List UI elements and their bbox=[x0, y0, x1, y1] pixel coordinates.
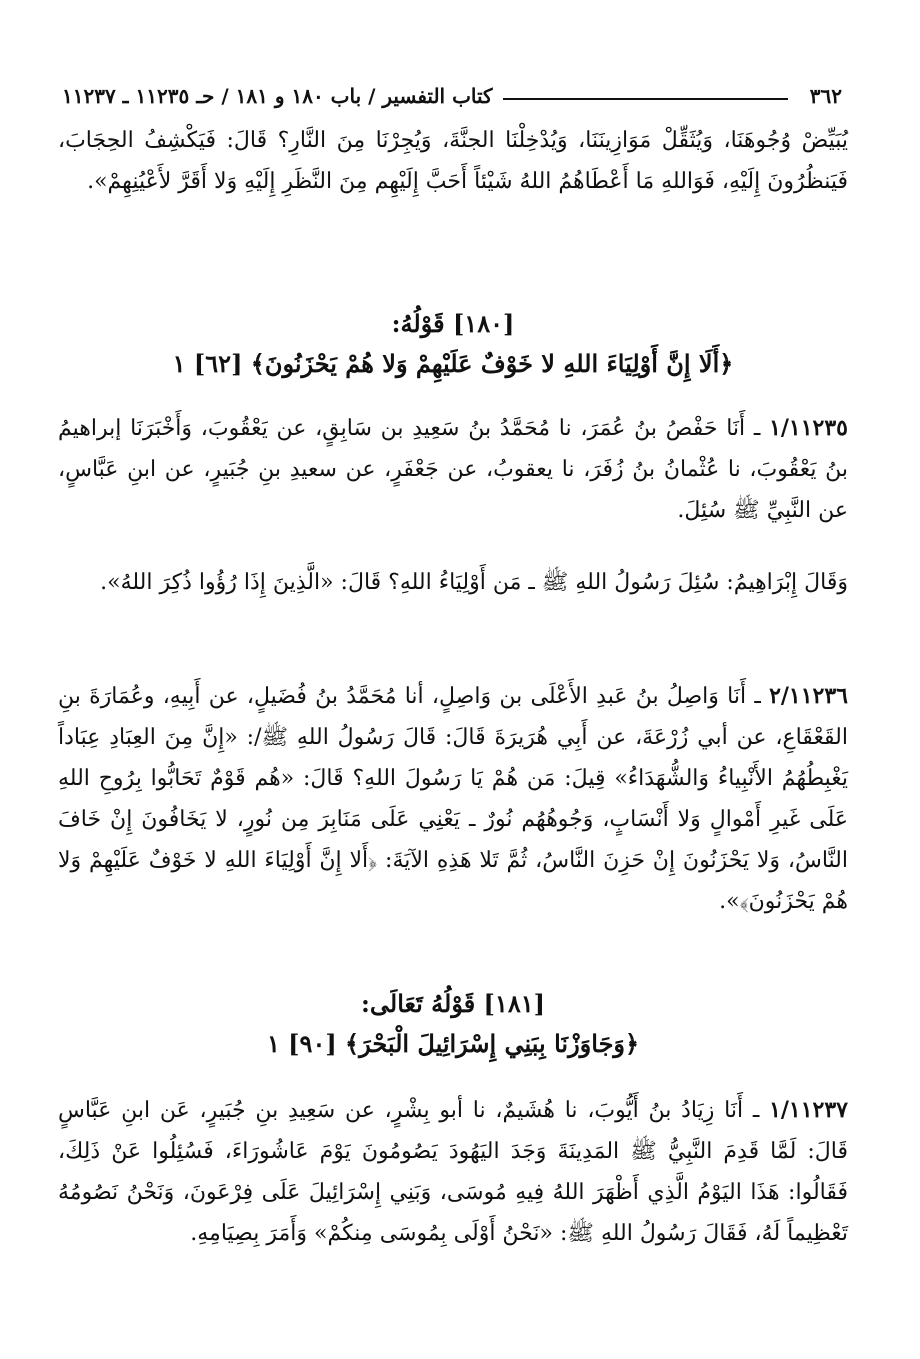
section-heading-181 bbox=[58, 984, 848, 1064]
hadith-paragraph-11236 bbox=[58, 676, 848, 922]
section-heading-180 bbox=[58, 304, 848, 384]
hadith-paragraph-11235 bbox=[58, 408, 848, 531]
hadith-block-11235 bbox=[58, 408, 848, 531]
hadith-paragraph-11237 bbox=[58, 1090, 848, 1254]
hadith-number-11237: ١/١١٢٣٧ bbox=[769, 1097, 848, 1123]
intro-paragraph-block bbox=[58, 120, 848, 202]
running-title: كتاب التفسير / باب ١٨٠ و ١٨١ / حـ ١١٢٣٥ ـ ١١٢٣٧ bbox=[62, 84, 493, 108]
quran-verse-181: ﴿وَجَاوَزْنَا بِبَنِي إِسْرَائِيلَ الْبَحْرَ﴾ [٩٠] ١ bbox=[266, 1029, 640, 1058]
hadith-text-11236: ـ أَنَا وَاصِلُ بنُ عَبدِ الأَعْلَى بن وَاصِلٍ، أنا مُحَمَّدُ بنُ فُضَيلٍ، عن أَبِيهِ، وعُمَارَةَ بنِ القَعْقَاعِ، عن أبي زُرْعَةَ، عن أَبِي هُرَيرَةَ قَالَ: قَالَ رَسُولُ اللهِ ﷺ/: «إِنَّ مِنَ العِبَادِ عِبَاداً يَغْبِطُهُمُ الأَنْبِياءُ وَالشُّهَدَاءُ» قِيلَ: مَن هُمْ يَا رَسُولَ اللهِ؟ قَالَ: «هُم قَوْمٌ تَحَابُّوا بِرُوحِ اللهِ عَلَى غَيرِ أَمْوالٍ وَلا أَنْسَابٍ، وَجُوهُهُم نُورٌ ـ يَعْنِي عَلَى مَنَابِرَ مِن نُورٍ، لا يَخَافُونَ إِنْ خَافَ النَّاسُ، وَلا يَحْزَنُونَ إِنْ حَزِنَ النَّاسُ، ثُمَّ تَلا هَذِهِ الآيَةَ: ﴿أَلا إِنَّ أَوْلِيَاءَ اللهِ لا خَوْفٌ عَلَيْهِمْ وَلا هُمْ يَحْزَنُونَ﴾». bbox=[58, 684, 848, 914]
page-number: ٣٦٢ bbox=[809, 84, 842, 108]
hadith-number-11236: ٢/١١٢٣٦ bbox=[769, 683, 848, 709]
header-rule bbox=[503, 98, 788, 100]
ibrahim-note-block bbox=[58, 562, 848, 603]
page-header bbox=[62, 72, 842, 108]
ibrahim-note: وَقَالَ إِبْرَاهِيمُ: سُئِلَ رَسُولُ اللهِ ﷺ ـ مَن أَوْلِيَاءُ اللهِ؟ قَالَ: «الَّذِينَ إِذَا رُؤُوا ذُكِرَ اللهُ». bbox=[100, 570, 848, 595]
hadith-block-11237 bbox=[58, 1090, 848, 1254]
section-label-180: [١٨٠] قَوْلُهُ: bbox=[391, 309, 515, 338]
hadith-block-11236 bbox=[58, 676, 848, 922]
hadith-text-11237: ـ أَنَا زِيَادُ بنُ أَيُّوبَ، نا هُشَيمٌ، نا أبو بِشْرٍ، عن سَعِيدِ بنِ جُبَيرٍ، عَن ابنِ عَبَّاسٍ قَالَ: لَمَّا قَدِمَ النَّبِيُّ ﷺ المَدِينَةَ وَجَدَ اليَهُودَ يَصُومُونَ يَوْمَ عَاشُورَاءَ، فَسُئِلُوا عَنْ ذَلِكَ، فَقَالُوا: هَذَا اليَوْمُ الَّذِي أَظْهَرَ اللهُ فِيهِ مُوسَى، وَبَنِي إِسْرَائِيلَ عَلَى فِرْعَونَ، وَنَحْنُ نَصُومُهُ تَعْظِيماً لَهُ، فَقَالَ رَسُولُ اللهِ ﷺ: «نَحْنُ أَوْلَى بِمُوسَى مِنكُمْ» وَأَمَرَ بِصِيَامِهِ. bbox=[58, 1098, 848, 1246]
intro-paragraph: يُبَيِّضْ وُجُوهَنَا، وَيُثَقِّلْ مَوَازِينَنَا، وَيُدْخِلْنَا الجنَّةَ، وَيُجِرْنَا مِنَ النَّارِ؟ قَالَ: فَيَكْشِفُ الحِجَابَ، فَيَنظُرُونَ إِلَيْهِ، فَوَاللهِ مَا أَعْطَاهُمُ اللهُ شَيْئاً أَحَبَّ إِلَيْهِم مِنَ النَّظَرِ إِلَيْهِ وَلا أَقَرَّ لأَعْيُنِهِمْ». bbox=[58, 128, 848, 194]
quran-verse-180: ﴿أَلَا إِنَّ أَوْلِيَاءَ اللهِ لا خَوْفٌ عَلَيْهِمْ وَلا هُمْ يَحْزَنُونَ﴾ [٦٢] ١ bbox=[172, 349, 734, 378]
hadith-text-11235: ـ أَنَا حَفْصُ بنُ عُمَرَ، نا مُحَمَّدُ بنُ سَعِيدِ بن سَابِقٍ، عن يَعْقُوبَ، وَأَخْبَرَنَا إبراهيمُ بنُ يَعْقُوبَ، نا عُثْمانُ بنُ زُفَرَ، نا يعقوبُ، عن جَعْفَرٍ، عن سعيدِ بنِ جُبَيرٍ، عن ابنِ عَبَّاسٍ، عن النَّبِيِّ ﷺ سُئِلَ. bbox=[58, 416, 848, 523]
hadith-number-11235: ١/١١٢٣٥ bbox=[769, 415, 848, 441]
section-label-181: [١٨١] قَوْلُهُ تَعَالَى: bbox=[361, 989, 545, 1018]
